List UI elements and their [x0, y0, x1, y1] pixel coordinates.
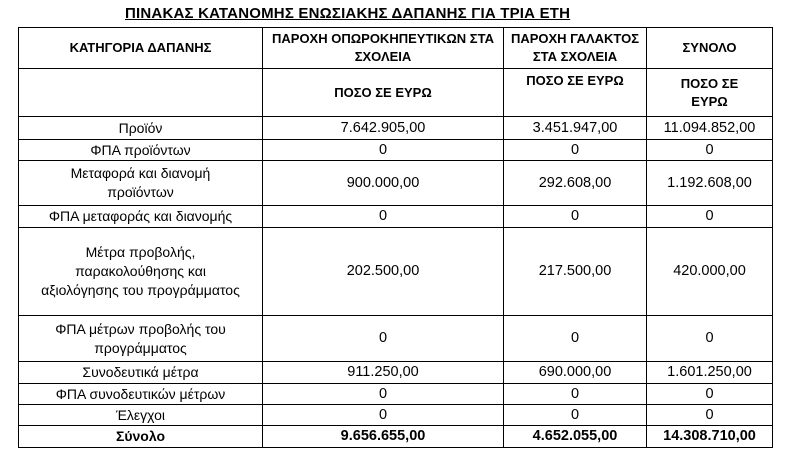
table-row	[19, 140, 773, 161]
table-row	[19, 316, 773, 362]
row-milk: 0	[504, 384, 647, 405]
row-milk: 292.608,00	[504, 161, 647, 206]
total-label: Σύνολο	[19, 426, 263, 448]
row-total: 1.192.608,00	[647, 161, 773, 206]
total-milk: 4.652.055,00	[504, 426, 647, 448]
row-fruit: 0	[263, 206, 504, 228]
row-total: 0	[647, 316, 773, 362]
row-label: Έλεγχοι	[19, 405, 263, 426]
row-label: Μέτρα προβολής, παρακολούθησης και αξιολόγησης του προγράμματος	[19, 228, 263, 316]
row-milk: 0	[504, 206, 647, 228]
row-fruit: 7.642.905,00	[263, 117, 504, 140]
row-label: Προϊόν	[19, 117, 263, 140]
table-row	[19, 161, 773, 206]
total-total: 14.308.710,00	[647, 426, 773, 448]
row-label: ΦΠΑ μέτρων προβολής του προγράμματος	[19, 316, 263, 362]
subheader-empty	[19, 69, 263, 117]
table-row	[19, 206, 773, 228]
table-title: ΠΙΝΑΚΑΣ ΚΑΤΑΝΟΜΗΣ ΕΝΩΣΙΑΚΗΣ ΔΑΠΑΝΗΣ ΓΙΑ ΤΡΙΑ ΕΤΗ	[125, 5, 571, 22]
table-row	[19, 228, 773, 316]
table-row	[19, 405, 773, 426]
table-row	[19, 117, 773, 140]
row-label: ΦΠΑ μεταφοράς και διανομής	[19, 206, 263, 228]
row-milk: 0	[504, 405, 647, 426]
row-milk: 3.451.947,00	[504, 117, 647, 140]
row-fruit: 0	[263, 316, 504, 362]
row-milk: 0	[504, 140, 647, 161]
row-label: Μεταφορά και διανομή προϊόντων	[19, 161, 263, 206]
row-label: ΦΠΑ συνοδευτικών μέτρων	[19, 384, 263, 405]
row-milk: 690.000,00	[504, 362, 647, 384]
header-fruit: ΠΑΡΟΧΗ ΟΠΩΡΟΚΗΠΕΥΤΙΚΩΝ ΣΤΑ ΣΧΟΛΕΙΑ	[263, 28, 504, 69]
subheader-milk: ΠΟΣΟ ΣΕ ΕΥΡΩ	[504, 69, 647, 117]
row-total: 0	[647, 384, 773, 405]
row-label: Συνοδευτικά μέτρα	[19, 362, 263, 384]
row-total: 0	[647, 405, 773, 426]
table-row	[19, 384, 773, 405]
header-milk: ΠΑΡΟΧΗ ΓΑΛΑΚΤΟΣ ΣΤΑ ΣΧΟΛΕΙΑ	[504, 28, 647, 69]
row-fruit: 202.500,00	[263, 228, 504, 316]
row-fruit: 911.250,00	[263, 362, 504, 384]
row-fruit: 0	[263, 140, 504, 161]
row-fruit: 900.000,00	[263, 161, 504, 206]
total-fruit: 9.656.655,00	[263, 426, 504, 448]
header-category: ΚΑΤΗΓΟΡΙΑ ΔΑΠΑΝΗΣ	[19, 28, 263, 69]
row-milk: 0	[504, 316, 647, 362]
header-total: ΣΥΝΟΛΟ	[647, 28, 773, 69]
row-total: 0	[647, 140, 773, 161]
subheader-row	[19, 69, 773, 117]
table-row	[19, 362, 773, 384]
row-total: 11.094.852,00	[647, 117, 773, 140]
row-fruit: 0	[263, 384, 504, 405]
header-row	[19, 28, 773, 69]
row-milk: 217.500,00	[504, 228, 647, 316]
row-total: 0	[647, 206, 773, 228]
total-row	[19, 426, 773, 448]
subheader-fruit: ΠΟΣΟ ΣΕ ΕΥΡΩ	[263, 69, 504, 117]
row-fruit: 0	[263, 405, 504, 426]
row-label: ΦΠΑ προϊόντων	[19, 140, 263, 161]
subheader-total: ΠΟΣΟ ΣΕ ΕΥΡΩ	[647, 69, 773, 117]
row-total: 1.601.250,00	[647, 362, 773, 384]
row-total: 420.000,00	[647, 228, 773, 316]
expense-table	[18, 27, 773, 448]
